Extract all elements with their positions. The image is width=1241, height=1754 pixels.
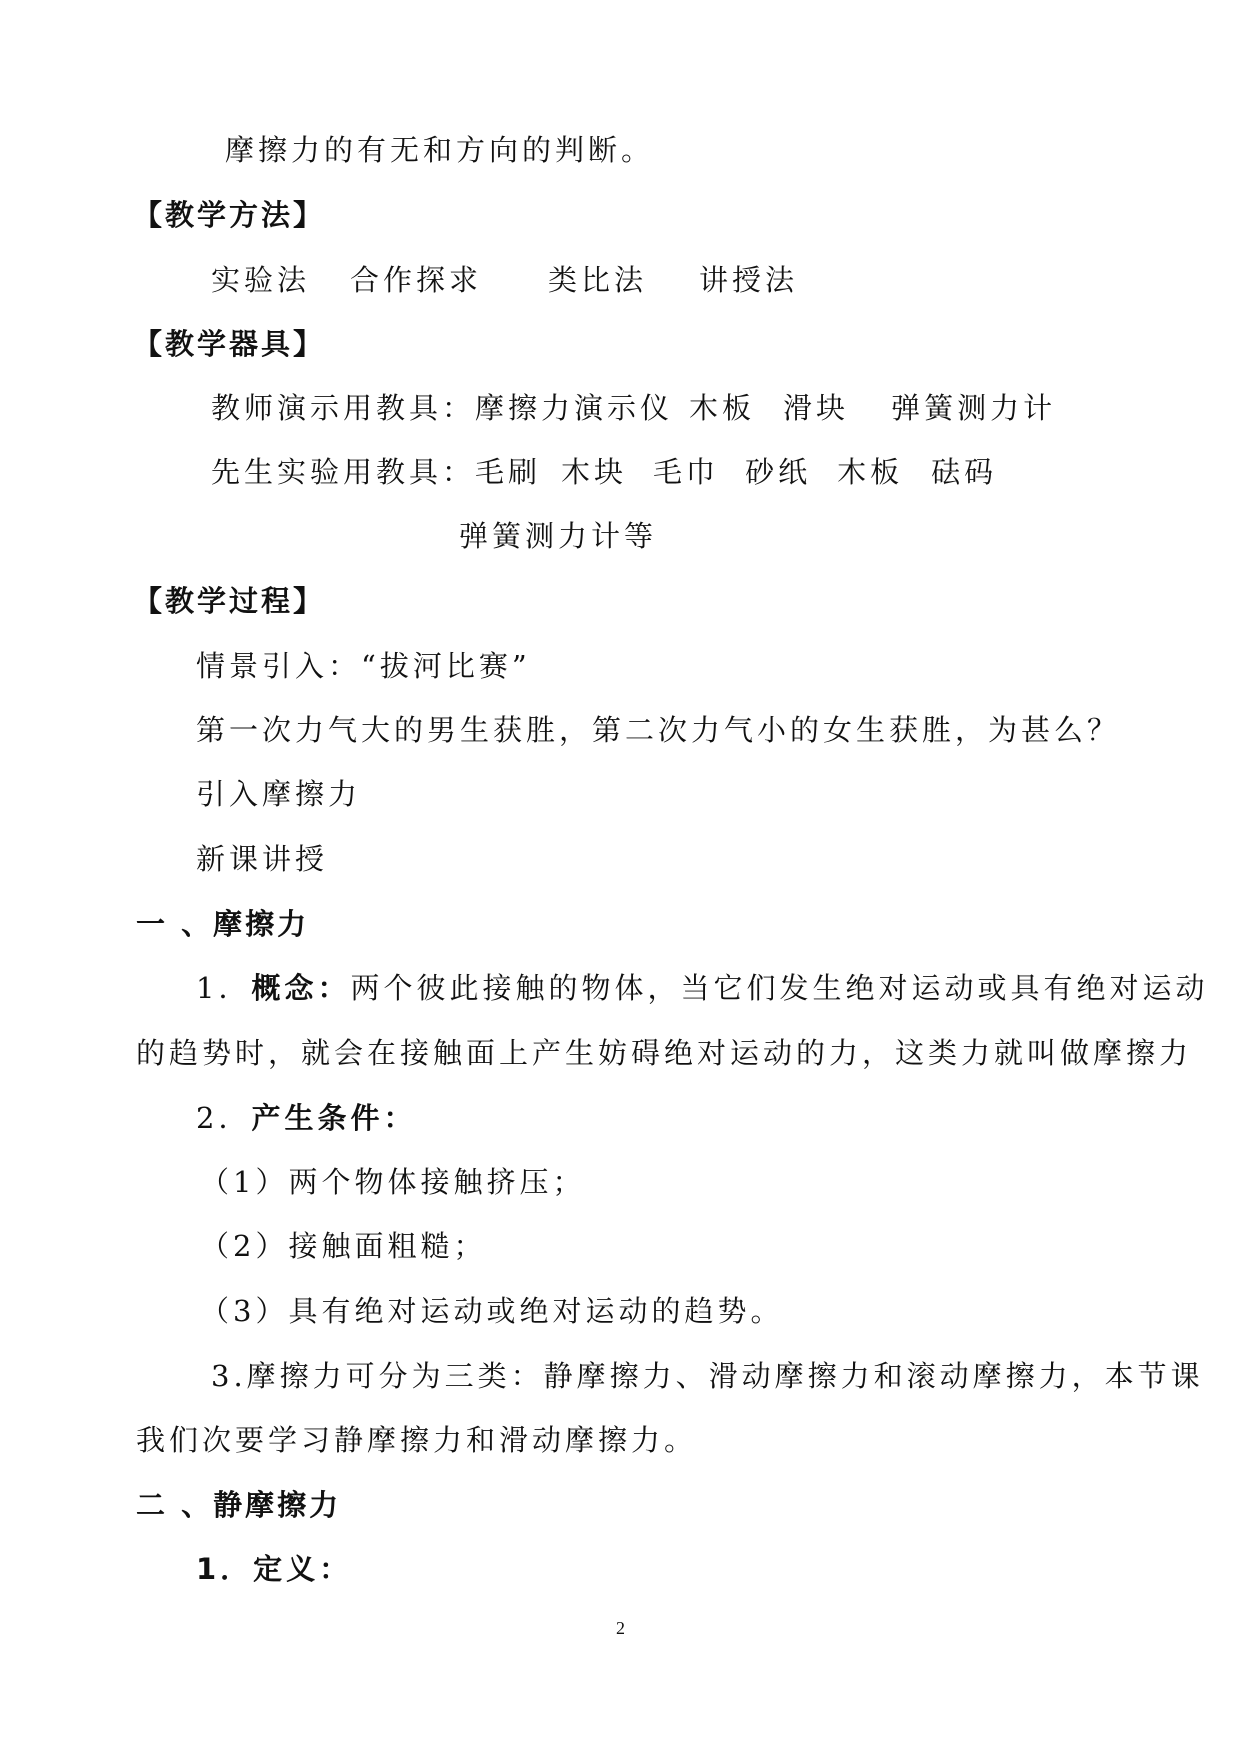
student-tools-label: 先生实验用教具： <box>211 455 476 489</box>
method-item: 实验法 <box>211 263 311 297</box>
text-line: 新课讲授 <box>196 842 329 876</box>
teacher-tools-label: 教师演示用教具： <box>211 391 476 425</box>
section-heading-tools: 【教学器具】 <box>133 327 326 361</box>
student-tools-cont: 弹簧测力计等 <box>459 519 658 553</box>
tool-item: 摩擦力演示仪 <box>475 391 674 425</box>
condition-title: 产生条件： <box>251 1101 417 1135</box>
text-line: 引入摩擦力 <box>196 777 362 811</box>
method-item: 类比法 <box>548 263 648 297</box>
method-item: 合作探求 <box>350 263 483 297</box>
method-list <box>211 262 798 298</box>
method-item: 讲授法 <box>699 263 799 297</box>
tool-item: 木板 <box>689 391 756 425</box>
item-number: 2． <box>196 1101 252 1135</box>
definition-heading: 1．定义： <box>196 1552 353 1586</box>
section-heading-2: 二 、静摩擦力 <box>136 1488 342 1522</box>
text-line: 第一次力气大的男生获胜，第二次力气小的女生获胜，为甚么？ <box>196 713 1121 747</box>
tool-item: 弹簧测力计 <box>891 391 1057 425</box>
tool-item: 砝码 <box>931 455 998 489</box>
tool-item: 木块 <box>561 455 628 489</box>
tool-item: 毛巾 <box>653 455 720 489</box>
tool-item: 滑块 <box>783 391 850 425</box>
tool-item: 砂纸 <box>745 455 812 489</box>
teacher-tools <box>211 390 1056 426</box>
concept-title: 概念： <box>251 971 351 1005</box>
condition-item: （3）具有绝对运动或绝对运动的趋势。 <box>200 1294 784 1328</box>
condition-heading <box>196 1100 416 1136</box>
page-number: 2 <box>616 1618 625 1638</box>
text-line: 3.摩擦力可分为三类：静摩擦力、滑动摩擦力和滚动摩擦力，本节课 <box>211 1359 1204 1393</box>
item-number: 1． <box>196 971 252 1005</box>
student-tools <box>211 454 997 490</box>
text-line: 情景引入：“拔河比赛” <box>196 649 531 683</box>
tool-item: 毛刷 <box>475 455 542 489</box>
concept-line <box>196 970 1208 1006</box>
text-line: 摩擦力的有无和方向的判断。 <box>225 133 655 167</box>
text-line: 我们次要学习静摩擦力和滑动摩擦力。 <box>136 1423 698 1457</box>
section-heading-method: 【教学方法】 <box>133 198 326 232</box>
tool-item: 木板 <box>837 455 904 489</box>
section-heading-process: 【教学过程】 <box>133 584 326 618</box>
condition-item: （1）两个物体接触挤压； <box>200 1165 586 1199</box>
text-line: 的趋势时，就会在接触面上产生妨碍绝对运动的力，这类力就叫做摩擦力 <box>136 1036 1193 1070</box>
condition-item: （2）接触面粗糙； <box>200 1229 487 1263</box>
concept-text: 两个彼此接触的物体，当它们发生绝对运动或具有绝对运动 <box>350 971 1209 1005</box>
section-heading-1: 一 、摩擦力 <box>136 907 310 941</box>
